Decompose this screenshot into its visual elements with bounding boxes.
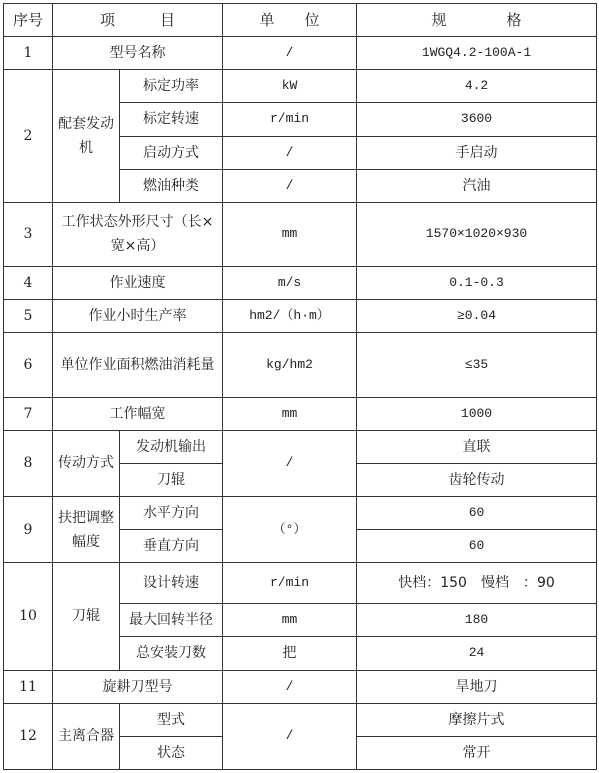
header-row — [4, 4, 597, 37]
unit-cell: / — [223, 430, 357, 496]
group-cell — [53, 430, 120, 496]
spec-cell: 齿轮传动 — [357, 463, 597, 496]
unit-cell: kW — [223, 70, 357, 103]
item-cell: 型号名称 — [53, 37, 223, 70]
spec-cell: 60 — [357, 496, 597, 529]
spec-cell: 24 — [357, 637, 597, 670]
spec-cell: 1000 — [357, 397, 597, 430]
sub-item-cell: 型式 — [120, 703, 223, 736]
sub-item-cell: 启动方式 — [120, 136, 223, 169]
spec-cell: 4.2 — [357, 70, 597, 103]
spec-cell: 3600 — [357, 103, 597, 136]
spec-cell: 1WGQ4.2-100A-1 — [357, 37, 597, 70]
sub-item-cell: 标定转速 — [120, 103, 223, 136]
spec-cell: 快档：150 慢档 ：90 — [357, 563, 597, 604]
table-row — [4, 300, 597, 333]
spec-cell: 常开 — [357, 736, 597, 769]
unit-cell: 把 — [223, 637, 357, 670]
unit-cell: mm — [223, 604, 357, 637]
item-cell — [53, 202, 223, 266]
table-row — [4, 430, 597, 463]
group-label: 刀辊 — [72, 608, 100, 625]
table-row — [4, 70, 597, 103]
item-cell: 工作幅宽 — [53, 397, 223, 430]
unit-cell: mm — [223, 397, 357, 430]
row-index: 9 — [4, 496, 53, 562]
group-cell — [53, 703, 120, 769]
row-index: 7 — [4, 397, 53, 430]
header-index: 序号 — [4, 4, 53, 37]
unit-cell: mm — [223, 202, 357, 266]
group-cell — [53, 70, 120, 203]
unit-cell: r/min — [223, 103, 357, 136]
item-cell: 旋耕刀型号 — [53, 670, 223, 703]
row-index: 6 — [4, 333, 53, 397]
row-index: 8 — [4, 430, 53, 496]
sub-item-cell: 最大回转半径 — [120, 604, 223, 637]
sub-item-cell: 垂直方向 — [120, 530, 223, 563]
item-label: 单位作业面积燃油消耗量 — [60, 356, 215, 373]
table-row — [4, 397, 597, 430]
unit-cell: m/s — [223, 267, 357, 300]
sub-item-cell: 刀辊 — [120, 463, 223, 496]
unit-cell: r/min — [223, 563, 357, 604]
header-item: 项 目 — [53, 4, 223, 37]
spec-cell: 60 — [357, 530, 597, 563]
spec-cell: 1570×1020×930 — [357, 202, 597, 266]
table-row — [4, 703, 597, 736]
group-cell — [53, 496, 120, 562]
row-index: 2 — [4, 70, 53, 203]
row-index: 10 — [4, 563, 53, 670]
table-row — [4, 267, 597, 300]
spec-cell: 旱地刀 — [357, 670, 597, 703]
spec-cell: 0.1-0.3 — [357, 267, 597, 300]
unit-cell: / — [223, 670, 357, 703]
group-label: 传动方式 — [58, 455, 114, 472]
item-cell: 作业速度 — [53, 267, 223, 300]
spec-table — [3, 3, 597, 770]
table-row — [4, 202, 597, 266]
header-unit: 单 位 — [223, 4, 357, 37]
unit-cell: hm2/（h·m） — [223, 300, 357, 333]
group-cell — [53, 563, 120, 670]
row-index: 5 — [4, 300, 53, 333]
spec-cell: 直联 — [357, 430, 597, 463]
unit-cell: （°） — [223, 496, 357, 562]
row-index: 11 — [4, 670, 53, 703]
table-row — [4, 333, 597, 397]
spec-cell: 摩擦片式 — [357, 703, 597, 736]
spec-cell: 汽油 — [357, 169, 597, 202]
group-label: 扶把调整幅度 — [58, 509, 114, 550]
table-row — [4, 37, 597, 70]
group-label: 主离合器 — [58, 728, 114, 745]
sub-item-cell: 设计转速 — [120, 563, 223, 604]
sub-item-cell: 总安装刀数 — [120, 637, 223, 670]
row-index: 1 — [4, 37, 53, 70]
unit-cell: / — [223, 136, 357, 169]
table-row — [4, 496, 597, 529]
row-index: 3 — [4, 202, 53, 266]
unit-cell: kg/hm2 — [223, 333, 357, 397]
sub-item-cell: 发动机输出 — [120, 430, 223, 463]
item-cell — [53, 333, 223, 397]
table-row — [4, 670, 597, 703]
sub-item-cell: 水平方向 — [120, 496, 223, 529]
group-label: 配套发动机 — [58, 116, 114, 156]
sub-item-cell: 标定功率 — [120, 70, 223, 103]
spec-cell: ≤35 — [357, 333, 597, 397]
unit-cell: / — [223, 37, 357, 70]
unit-cell: / — [223, 703, 357, 769]
item-cell: 作业小时生产率 — [53, 300, 223, 333]
unit-cell: / — [223, 169, 357, 202]
sub-item-cell: 状态 — [120, 736, 223, 769]
spec-cell: ≥0.04 — [357, 300, 597, 333]
table-row — [4, 563, 597, 604]
spec-cell: 180 — [357, 604, 597, 637]
row-index: 4 — [4, 267, 53, 300]
item-label: 工作状态外形尺寸（长×宽×高） — [61, 214, 214, 255]
sub-item-cell: 燃油种类 — [120, 169, 223, 202]
spec-cell: 手启动 — [357, 136, 597, 169]
row-index: 12 — [4, 703, 53, 769]
header-spec: 规 格 — [357, 4, 597, 37]
